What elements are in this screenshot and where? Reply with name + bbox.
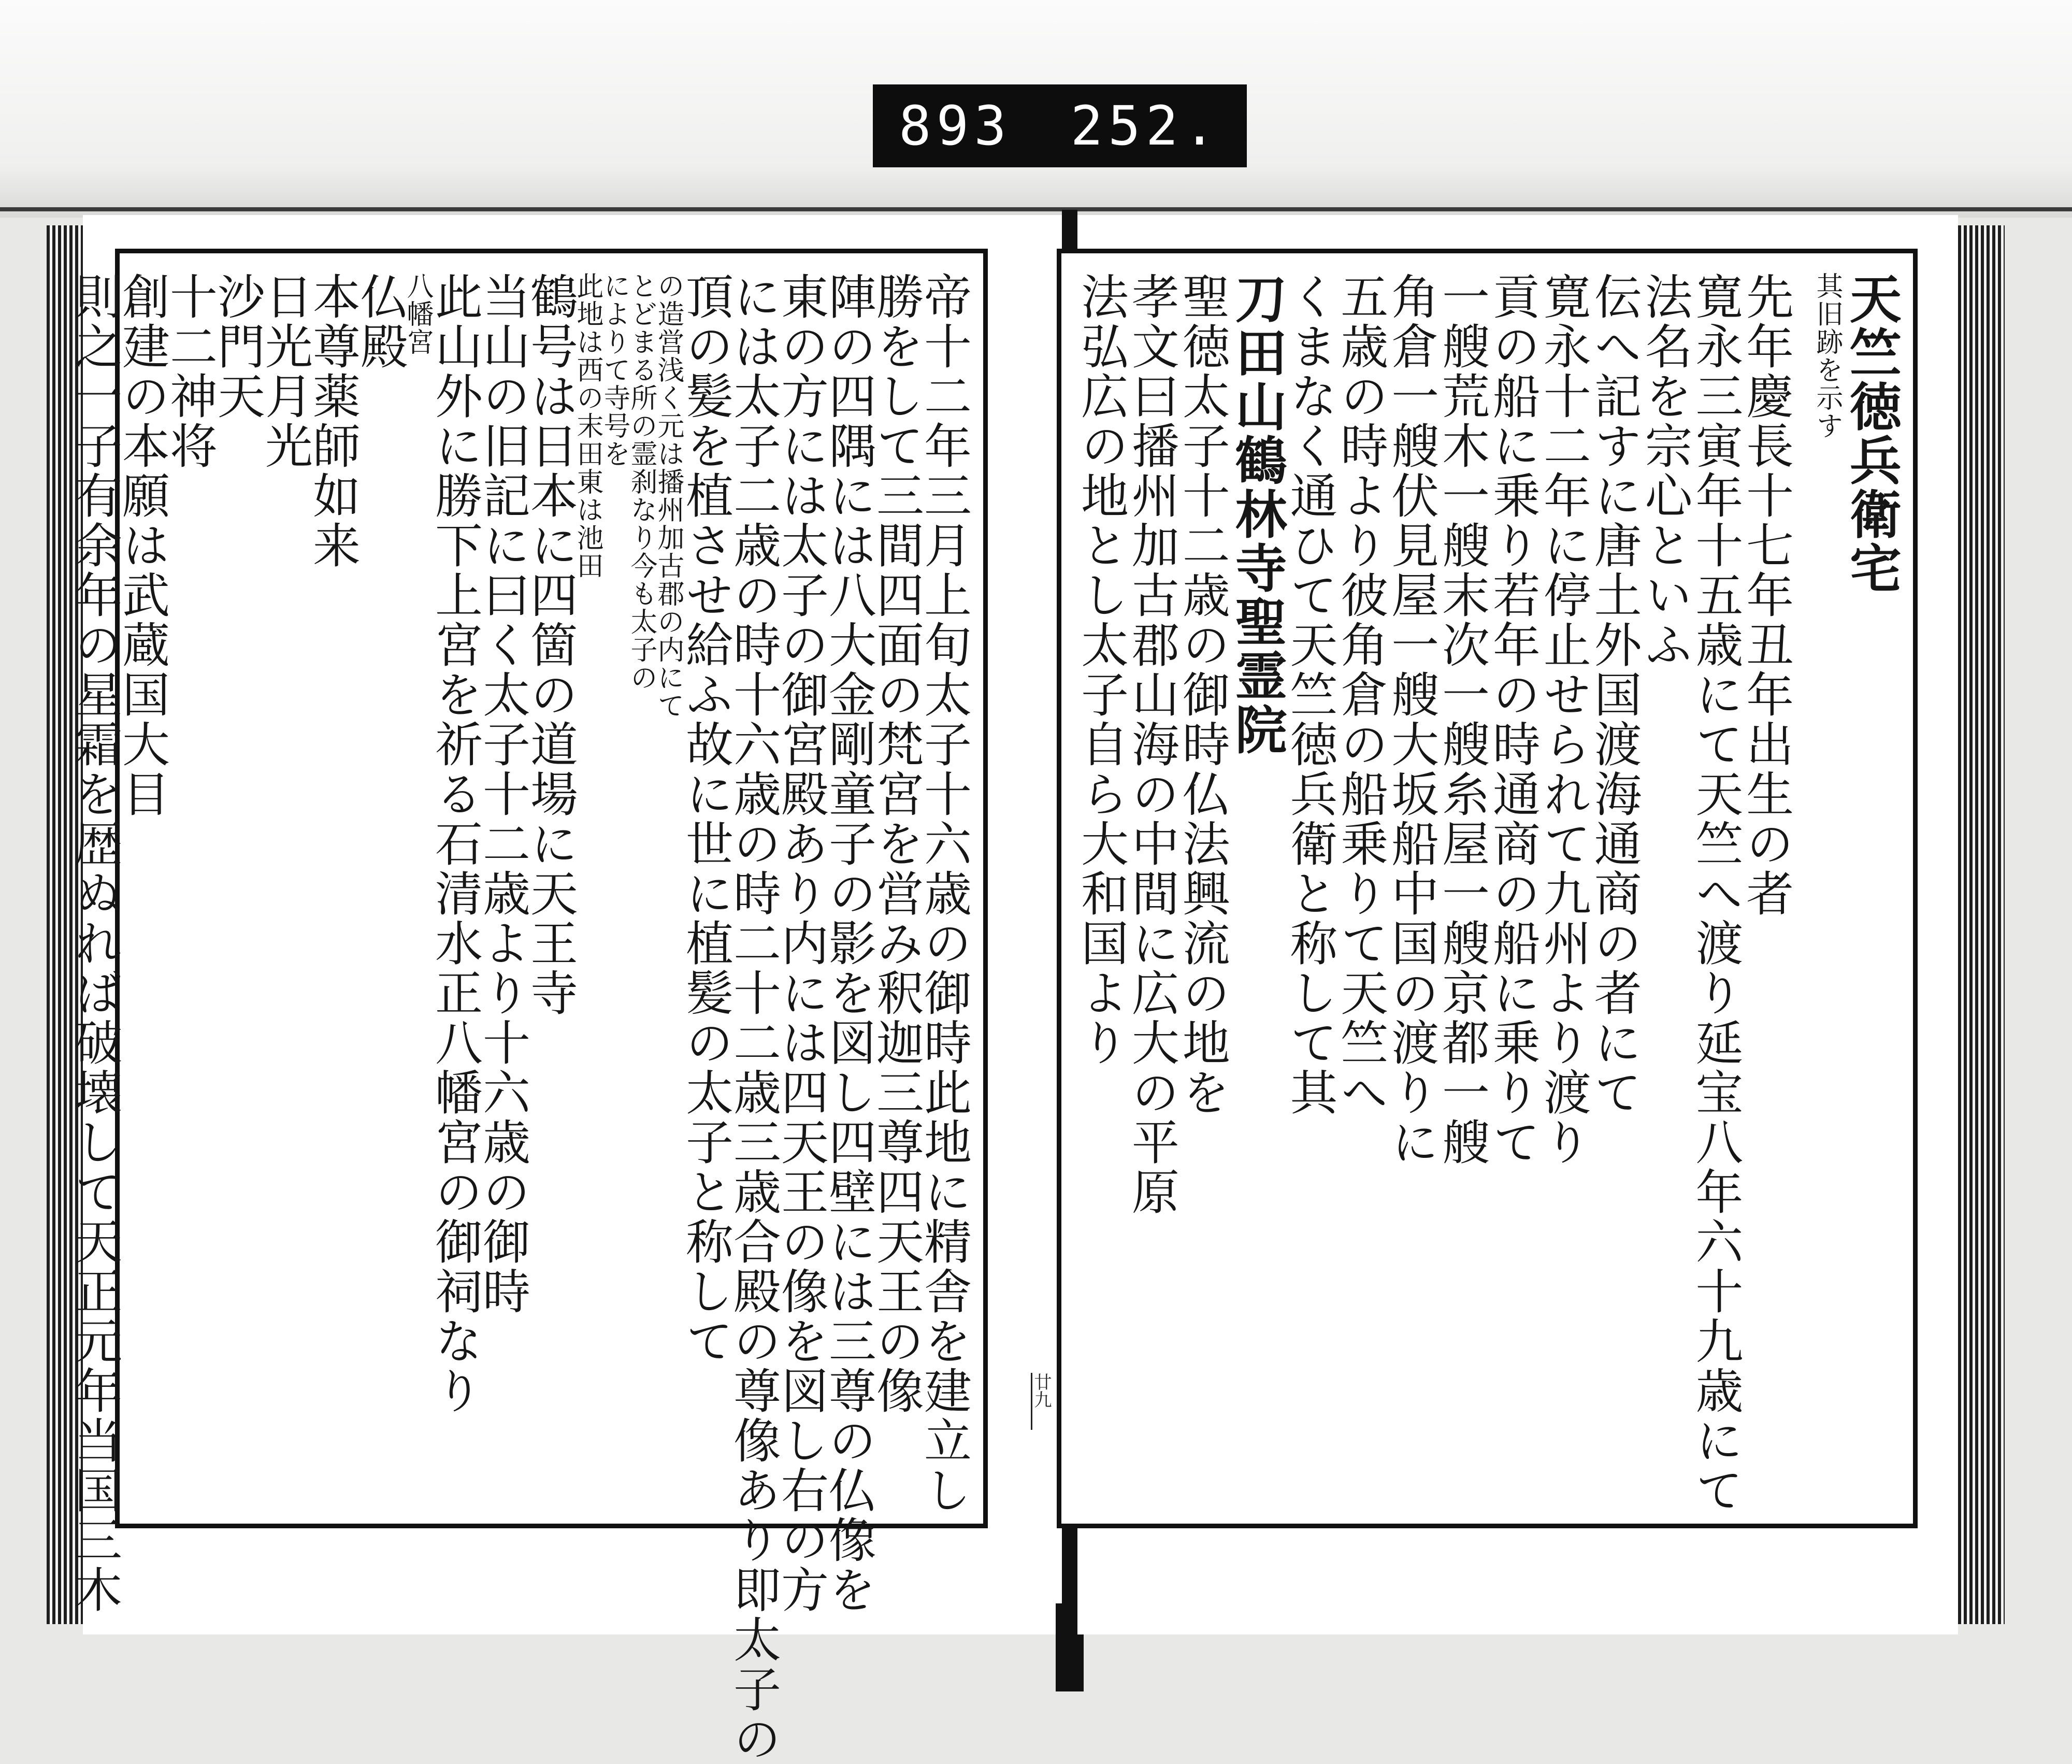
text-column: 一艘荒木一艘末次一艘糸屋一艘京都一艘 [1434,272,1490,1167]
folio-number: 廿九 [1031,1373,1054,1430]
text-column: 帝十二年三月上旬太子十六歳の御時此地に精舎を建立し [916,272,972,1515]
text-column: 沙門天 [210,272,265,421]
call-number-left: 893 [899,94,1012,157]
text-column: 刀田山鶴林寺聖霊院 [1226,272,1288,757]
text-column: 八幡宮 [402,272,433,356]
text-column: には太子二歳の時十六歳の時二十二歳三歳合殿の尊像あり即太子の [726,272,781,1764]
text-column: によりて寺号を [599,272,630,468]
text-column: 先年慶長十七年丑年出生の者 [1738,272,1794,919]
text-column: 日光月光 [257,272,313,471]
text-column: 聖徳太子十二歳の御時仏法興流の地を [1174,272,1230,1117]
text-column: とどまる所の霊刹なり今も太子の [626,272,657,692]
text-column: 東の方には太子の御宮殿あり内には四天王の像を図し右の方 [773,272,829,1615]
right-text-columns [1073,272,1902,1515]
text-column: 創建の本願は武蔵国大目 [114,272,170,819]
text-column: の造営浅く元は播州加古郡の内にて [653,272,684,720]
right-text-frame [1057,249,1918,1528]
text-column: 寛永十二年に停止せられて九州より渡り [1535,272,1591,1167]
text-column: 其旧跡を示す [1811,272,1843,440]
text-column: 則之一子有余年の星霜を歴ぬれば破壊して天正元年当国三木 [67,272,122,1615]
text-column: 仏殿 [353,272,408,371]
text-column: 鶴号は日本に四箇の道場に天王寺 [523,272,578,1018]
text-column: 十二神将 [162,272,218,471]
right-fore-edge [1958,225,2005,1624]
text-column: 貢の船に乗り若年の時通商の船に乗りて [1485,272,1541,1167]
call-number-right: 252. [1070,94,1221,157]
text-column: 勝をして三間四面の梵宮を営み釈迦三尊四天王の像 [869,272,924,1416]
text-column: 此山外に勝下上宮を祈る石清水正八幡宮の御祠なり [427,272,483,1416]
left-text-columns [67,272,972,1764]
text-column: 此地は西の末田東は池田 [572,272,603,580]
call-number-label [873,84,1247,167]
text-column: 角倉一艘伏見屋一艘大坂船中国の渡りに [1384,272,1440,1167]
text-column: 寛永三寅年十五歳にて天竺へ渡り延宝八年六十九歳にて [1688,272,1744,1515]
text-column: 孝文曰播州加古郡山海の中間に広大の平原 [1124,272,1179,1217]
text-column: 当山の旧記に曰く太子十二歳より十六歳の御時 [475,272,530,1316]
text-column: くまなく通ひて天竺徳兵衛と称して其 [1282,272,1338,1117]
text-column: 法名を宗心といふ [1637,272,1693,670]
text-column: 伝へ記すに唐土外国渡海通商の者にて [1586,272,1642,1117]
text-column: 本尊薬師如来 [305,272,361,570]
text-column: 頂の髪を植させ給ふ故に世に植髪の太子と称して [678,272,733,1366]
text-column: 法弘広の地とし太子自ら大和国より [1073,272,1129,1068]
text-column: 天竺徳兵衛宅 [1840,272,1902,595]
text-column: 陣の四隅には八大金剛童子の影を図し四壁には三尊の仏像を [821,272,876,1615]
text-column: 五歳の時より彼角倉の船乗りて天竺へ [1333,272,1389,1117]
left-text-frame [67,249,988,1764]
